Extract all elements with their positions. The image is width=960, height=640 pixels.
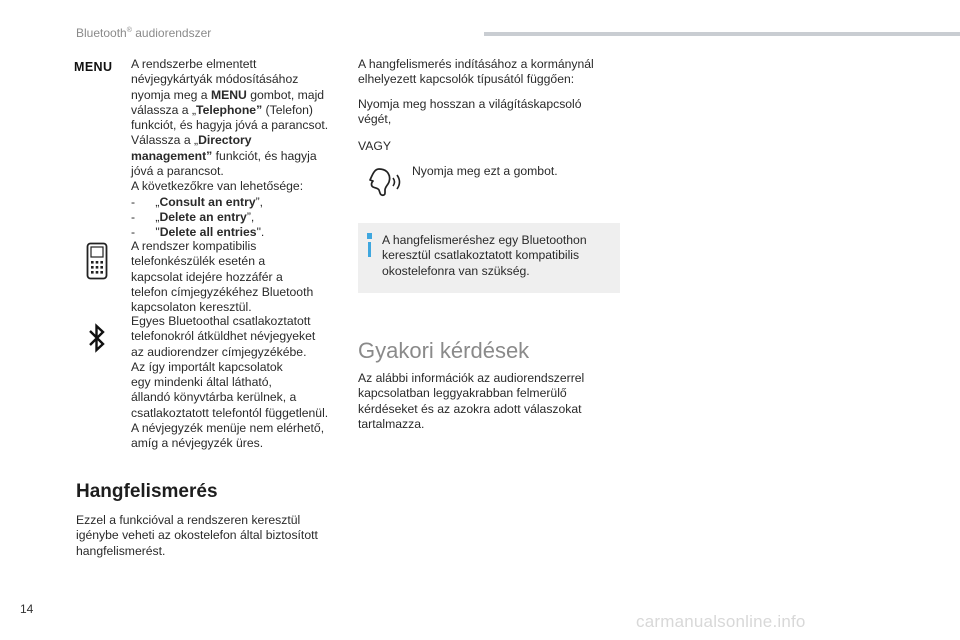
directory-paragraph: A rendszerbe elmentett névjegykártyák módosításához nyomja meg a MENU gombot, majd válassza a „Telephone” (Telefon) funkciót, és hagyja jóvá a parancsot. Válassza a „Directory management” funkciót, és hagyja jóvá a parancsot. A következőkre van lehetősége: - „Consult an entry”, - „Delete an entry”, - "Delete all entries". <box>131 57 329 240</box>
faq-intro: Az alábbi információk az audiorendszerrel kapcsolatban leggyakrabban felmerülő kérdéseket és az azokra adott válaszokat tartalmazza. <box>358 371 585 431</box>
voice-start-paragraph: A hangfelismerés indításához a kormánynál elhelyezett kapcsolók típusától függően: <box>358 57 594 87</box>
bluetooth-icon <box>88 322 106 359</box>
info-box-text: A hangfelismeréshez egy Bluetoothon keresztül csatlakoztatott kompatibilis okostelefonra van szükség. <box>382 233 587 278</box>
faq-heading: Gyakori kérdések <box>358 338 530 363</box>
header-rule <box>484 32 960 36</box>
phone-icon <box>86 242 108 285</box>
contacts-access-paragraph: A rendszer kompatibilis telefonkészülék esetén a kapcsolat idejére hozzáfér a telefon címjegyzékéhez Bluetooth kapcsolaton keresztül. <box>131 239 314 315</box>
voice-recognition-intro: Ezzel a funkcióval a rendszeren keresztül igénybe veheti az okostelefon által biztosított hangfelismerést. <box>76 513 318 558</box>
section-title: Bluetooth® audiorendszer <box>76 26 212 40</box>
or-label: VAGY <box>358 139 391 153</box>
info-icon-stem <box>368 242 371 257</box>
voice-command-icon <box>366 166 406 207</box>
import-contacts-paragraph: Egyes Bluetoothal csatlakoztatott telefonokról átküldhet névjegyeket az audiorendzer címjegyzékébe. Az így importált kapcsolatok egy mindenki által látható, állandó könyvtárba kerülnek, a csatlakoztatott telefontól függetlenül. A névjegyzék menüje nem elérhető, amíg a névjegyzék üres. <box>131 314 329 451</box>
voice-recognition-heading: Hangfelismerés <box>76 481 218 502</box>
press-button-text: Nyomja meg ezt a gombot. <box>412 164 558 178</box>
watermark: carmanualsonline.info <box>636 612 806 631</box>
menu-icon: MENU <box>74 60 113 74</box>
page-number: 14 <box>20 602 34 616</box>
info-icon <box>367 233 372 239</box>
long-press-paragraph: Nyomja meg hosszan a világításkapcsoló végét, <box>358 97 582 127</box>
